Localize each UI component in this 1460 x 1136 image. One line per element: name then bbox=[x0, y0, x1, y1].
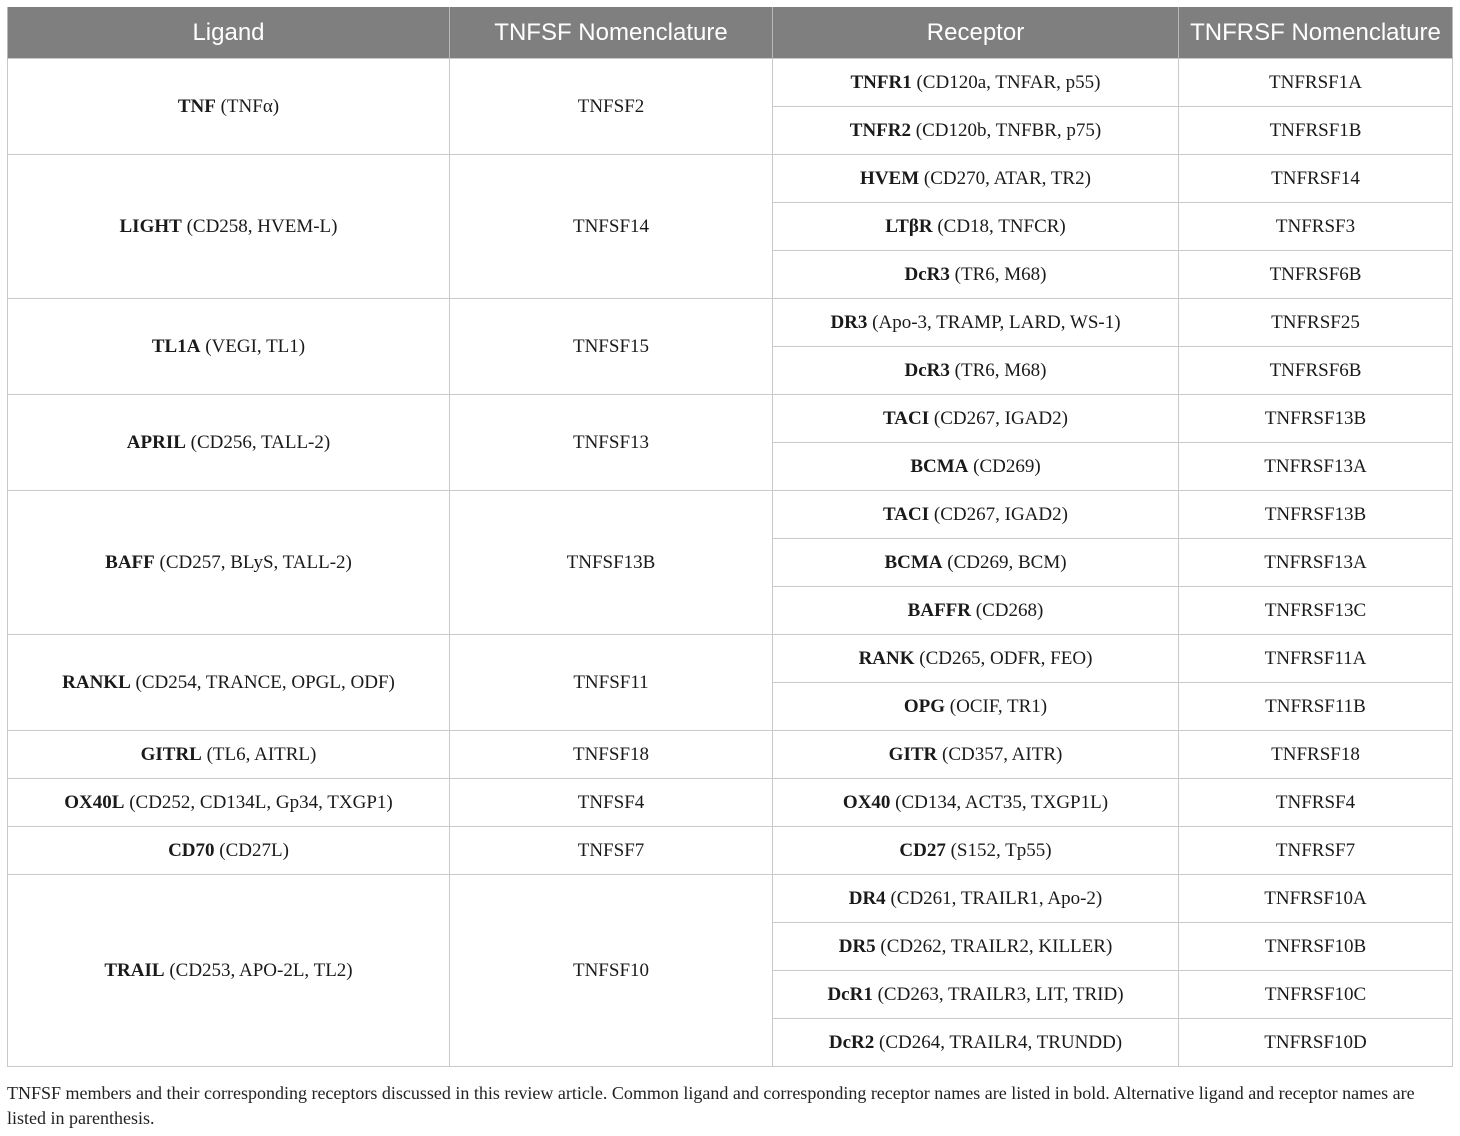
ligand-alt-names: (CD27L) bbox=[214, 839, 289, 861]
ligand-cell bbox=[8, 875, 450, 1067]
header-ligand: Ligand bbox=[8, 7, 450, 59]
tnfrsf-cell: TNFRSF13B bbox=[1179, 395, 1453, 443]
receptor-name: DcR2 bbox=[828, 1031, 875, 1053]
receptor-alt-names: (CD134, ACT35, TXGP1L) bbox=[890, 791, 1109, 813]
tnfsf-cell: TNFSF18 bbox=[450, 731, 773, 779]
table-body bbox=[8, 59, 1453, 1067]
receptor-name: DR5 bbox=[838, 935, 876, 957]
ligand-cell bbox=[8, 155, 450, 299]
ligand-alt-names: (CD258, HVEM-L) bbox=[181, 215, 338, 237]
tnfrsf-cell: TNFRSF6B bbox=[1179, 347, 1453, 395]
receptor-alt-names: (CD268) bbox=[971, 599, 1044, 621]
header-tnfrsf-nomenclature: TNFRSF Nomenclature bbox=[1179, 7, 1453, 59]
tnfrsf-cell: TNFRSF25 bbox=[1179, 299, 1453, 347]
tnfrsf-cell: TNFRSF1A bbox=[1179, 59, 1453, 107]
ligand-cell bbox=[8, 299, 450, 395]
receptor-name: BCMA bbox=[884, 551, 943, 573]
receptor-cell bbox=[773, 779, 1179, 827]
ligand-cell bbox=[8, 59, 450, 155]
receptor-name: OPG bbox=[903, 695, 946, 717]
ligand-cell bbox=[8, 635, 450, 731]
receptor-name: HVEM bbox=[860, 167, 920, 189]
table-row bbox=[8, 155, 1453, 203]
table-row bbox=[8, 59, 1453, 107]
ligand-name: CD70 bbox=[168, 839, 215, 861]
receptor-cell bbox=[773, 1019, 1179, 1067]
tnfsf-cell: TNFSF10 bbox=[450, 875, 773, 1067]
tnfrsf-cell: TNFRSF10A bbox=[1179, 875, 1453, 923]
receptor-alt-names: (CD267, IGAD2) bbox=[929, 407, 1068, 429]
receptor-alt-names: (TR6, M68) bbox=[949, 263, 1047, 285]
tnfrsf-cell: TNFRSF3 bbox=[1179, 203, 1453, 251]
table-row bbox=[8, 395, 1453, 443]
tnf-ligand-receptor-table bbox=[7, 7, 1453, 1067]
receptor-name: LTβR bbox=[885, 215, 933, 237]
tnfrsf-cell: TNFRSF6B bbox=[1179, 251, 1453, 299]
receptor-name: DcR3 bbox=[904, 263, 950, 285]
tnfrsf-cell: TNFRSF7 bbox=[1179, 827, 1453, 875]
tnfrsf-cell: TNFRSF10C bbox=[1179, 971, 1453, 1019]
receptor-cell bbox=[773, 299, 1179, 347]
receptor-name: DcR1 bbox=[827, 983, 873, 1005]
receptor-cell bbox=[773, 635, 1179, 683]
receptor-cell bbox=[773, 587, 1179, 635]
ligand-name: APRIL bbox=[126, 431, 186, 453]
receptor-alt-names: (CD120a, TNFAR, p55) bbox=[911, 71, 1101, 93]
ligand-name: TL1A bbox=[151, 335, 201, 357]
ligand-alt-names: (CD253, APO-2L, TL2) bbox=[164, 959, 353, 981]
receptor-alt-names: (CD120b, TNFBR, p75) bbox=[911, 119, 1102, 141]
receptor-cell bbox=[773, 443, 1179, 491]
tnfrsf-cell: TNFRSF13B bbox=[1179, 491, 1453, 539]
ligand-alt-names: (TL6, AITRL) bbox=[201, 743, 317, 765]
ligand-name: LIGHT bbox=[119, 215, 182, 237]
table-row bbox=[8, 491, 1453, 539]
receptor-alt-names: (TR6, M68) bbox=[949, 359, 1047, 381]
receptor-cell bbox=[773, 731, 1179, 779]
ligand-name: OX40L bbox=[64, 791, 125, 813]
table-row bbox=[8, 635, 1453, 683]
tnfsf-cell: TNFSF7 bbox=[450, 827, 773, 875]
tnfrsf-cell: TNFRSF4 bbox=[1179, 779, 1453, 827]
ligand-cell bbox=[8, 731, 450, 779]
receptor-alt-names: (Apo-3, TRAMP, LARD, WS-1) bbox=[867, 311, 1121, 333]
receptor-name: TACI bbox=[883, 503, 930, 525]
receptor-cell bbox=[773, 251, 1179, 299]
receptor-name: BAFFR bbox=[907, 599, 971, 621]
ligand-alt-names: (CD256, TALL-2) bbox=[185, 431, 331, 453]
tnfsf-cell: TNFSF14 bbox=[450, 155, 773, 299]
table-caption: TNFSF members and their corresponding receptors discussed in this review article. Common ligand and corresponding receptor names are listed in bold. Alternative ligand and receptor names are listed in parenthesis. bbox=[7, 1083, 1415, 1128]
tnfrsf-cell: TNFRSF11B bbox=[1179, 683, 1453, 731]
receptor-alt-names: (CD265, ODFR, FEO) bbox=[914, 647, 1093, 669]
ligand-alt-names: (CD257, BLyS, TALL-2) bbox=[154, 551, 352, 573]
tnfrsf-cell: TNFRSF10D bbox=[1179, 1019, 1453, 1067]
receptor-cell bbox=[773, 683, 1179, 731]
receptor-name: DR3 bbox=[830, 311, 868, 333]
ligand-name: TNF bbox=[177, 95, 216, 117]
table-row bbox=[8, 875, 1453, 923]
receptor-name: RANK bbox=[858, 647, 915, 669]
ligand-alt-names: (VEGI, TL1) bbox=[200, 335, 306, 357]
receptor-name: CD27 bbox=[899, 839, 946, 861]
ligand-name: BAFF bbox=[105, 551, 155, 573]
receptor-alt-names: (CD264, TRAILR4, TRUNDD) bbox=[874, 1031, 1123, 1053]
receptor-alt-names: (CD269) bbox=[968, 455, 1041, 477]
tnfrsf-cell: TNFRSF10B bbox=[1179, 923, 1453, 971]
table-row bbox=[8, 827, 1453, 875]
header-tnfsf-nomenclature: TNFSF Nomenclature bbox=[450, 7, 773, 59]
receptor-cell bbox=[773, 203, 1179, 251]
receptor-name: TNFR1 bbox=[850, 71, 912, 93]
receptor-name: DR4 bbox=[848, 887, 886, 909]
receptor-name: OX40 bbox=[842, 791, 891, 813]
table-row bbox=[8, 731, 1453, 779]
tnfrsf-cell: TNFRSF11A bbox=[1179, 635, 1453, 683]
tnfsf-cell: TNFSF4 bbox=[450, 779, 773, 827]
receptor-alt-names: (OCIF, TR1) bbox=[945, 695, 1048, 717]
ligand-alt-names: (TNFα) bbox=[215, 95, 280, 117]
receptor-alt-names: (CD18, TNFCR) bbox=[932, 215, 1066, 237]
table-row bbox=[8, 299, 1453, 347]
receptor-name: TNFR2 bbox=[849, 119, 912, 141]
tnfsf-cell: TNFSF13B bbox=[450, 491, 773, 635]
ligand-cell bbox=[8, 779, 450, 827]
header-receptor: Receptor bbox=[773, 7, 1179, 59]
ligand-alt-names: (CD252, CD134L, Gp34, TXGP1) bbox=[124, 791, 393, 813]
ligand-alt-names: (CD254, TRANCE, OPGL, ODF) bbox=[130, 671, 395, 693]
receptor-name: GITR bbox=[888, 743, 938, 765]
tnfsf-cell: TNFSF13 bbox=[450, 395, 773, 491]
tnfrsf-cell: TNFRSF18 bbox=[1179, 731, 1453, 779]
receptor-cell bbox=[773, 347, 1179, 395]
receptor-name: DcR3 bbox=[904, 359, 950, 381]
ligand-name: TRAIL bbox=[104, 959, 165, 981]
receptor-alt-names: (CD263, TRAILR3, LIT, TRID) bbox=[872, 983, 1124, 1005]
receptor-cell bbox=[773, 491, 1179, 539]
tnfrsf-cell: TNFRSF13A bbox=[1179, 443, 1453, 491]
table-row bbox=[8, 779, 1453, 827]
receptor-name: BCMA bbox=[910, 455, 969, 477]
header-row bbox=[8, 7, 1453, 59]
receptor-cell bbox=[773, 395, 1179, 443]
ligand-cell bbox=[8, 491, 450, 635]
receptor-alt-names: (CD357, AITR) bbox=[937, 743, 1063, 765]
receptor-alt-names: (CD269, BCM) bbox=[942, 551, 1067, 573]
receptor-cell bbox=[773, 827, 1179, 875]
receptor-alt-names: (CD270, ATAR, TR2) bbox=[919, 167, 1091, 189]
tnfrsf-cell: TNFRSF13A bbox=[1179, 539, 1453, 587]
receptor-alt-names: (CD267, IGAD2) bbox=[929, 503, 1068, 525]
tnfsf-cell: TNFSF15 bbox=[450, 299, 773, 395]
receptor-cell bbox=[773, 971, 1179, 1019]
tnfrsf-cell: TNFRSF14 bbox=[1179, 155, 1453, 203]
receptor-cell bbox=[773, 107, 1179, 155]
receptor-cell bbox=[773, 155, 1179, 203]
receptor-alt-names: (CD261, TRAILR1, Apo-2) bbox=[885, 887, 1103, 909]
receptor-cell bbox=[773, 875, 1179, 923]
ligand-name: GITRL bbox=[140, 743, 202, 765]
receptor-cell bbox=[773, 539, 1179, 587]
ligand-cell bbox=[8, 827, 450, 875]
receptor-cell bbox=[773, 923, 1179, 971]
tnfrsf-cell: TNFRSF13C bbox=[1179, 587, 1453, 635]
receptor-alt-names: (S152, Tp55) bbox=[945, 839, 1052, 861]
ligand-name: RANKL bbox=[62, 671, 131, 693]
tnfrsf-cell: TNFRSF1B bbox=[1179, 107, 1453, 155]
receptor-name: TACI bbox=[883, 407, 930, 429]
receptor-cell bbox=[773, 59, 1179, 107]
ligand-cell bbox=[8, 395, 450, 491]
tnfsf-cell: TNFSF11 bbox=[450, 635, 773, 731]
tnfsf-cell: TNFSF2 bbox=[450, 59, 773, 155]
receptor-alt-names: (CD262, TRAILR2, KILLER) bbox=[875, 935, 1113, 957]
